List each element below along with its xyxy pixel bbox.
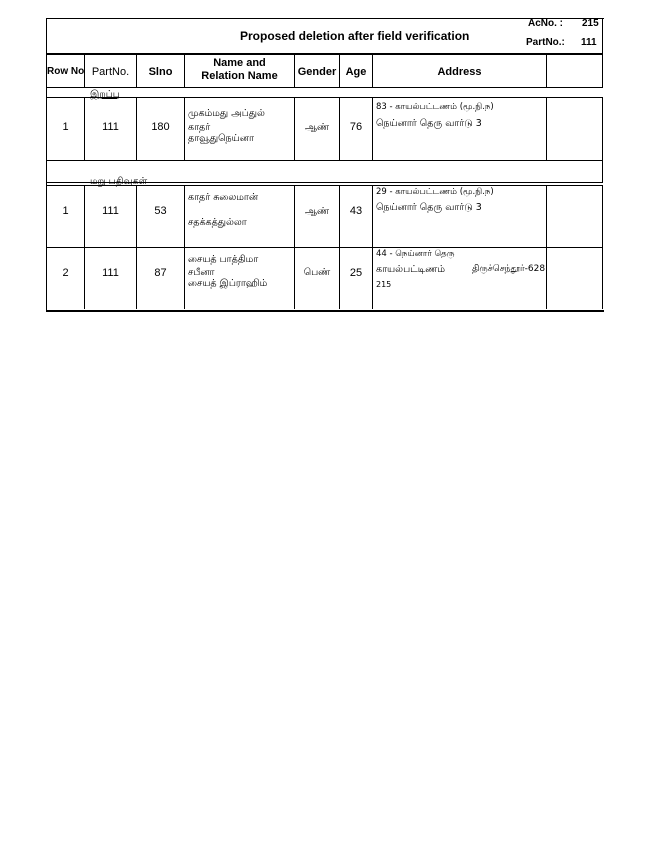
table-row-age: 76 [349, 121, 363, 133]
col-header-address: Address [437, 66, 482, 78]
col-header-age: Age [345, 66, 367, 78]
col-header-part-no: PartNo. [91, 66, 130, 78]
table-row-address-line4: 215 [376, 280, 392, 289]
table-row-cell-slno: 53 [154, 205, 167, 217]
col-sep-2-s2 [136, 185, 137, 309]
column-header-bottom [46, 87, 603, 88]
table-row-relation-name: தாவூதுநெய்னா [188, 133, 254, 144]
right-border-top [602, 18, 603, 88]
table-row-gender: ஆண் [304, 206, 330, 217]
table-row-name: காதர் சுலைமான் [188, 192, 259, 203]
acno-label: AcNo. : [528, 18, 563, 29]
table-row-name-cont: சபீனா [188, 267, 215, 278]
table-row-relation-name: சதக்கத்துல்லா [188, 217, 247, 228]
table-row-cell-row-no: 2 [62, 267, 69, 279]
table-row-address-line1: 83 - காயல்பட்டணம் (மூ.நி.ந) [376, 102, 494, 112]
right-border-mid [602, 160, 603, 183]
page-title: Proposed deletion after field verification [240, 29, 470, 43]
table-row-age: 43 [349, 205, 363, 217]
col-header-name-line2: Relation Name [201, 70, 278, 82]
table-row-cell-slno: 180 [151, 121, 170, 133]
table-row-address-line3: திருச்செந்தூர்-628 [472, 264, 546, 274]
table-row-cell-part-no: 111 [102, 267, 119, 279]
table-row-address-line2: நெய்னார் தெரு வார்டு 3 [376, 118, 482, 129]
table-row-cell-part-no: 111 [102, 205, 119, 217]
table-row-cell-slno: 87 [154, 267, 167, 279]
table-row-age: 25 [349, 267, 363, 279]
table-row-cell-row-no: 1 [62, 205, 69, 217]
col-sep-7-hdr [546, 54, 547, 88]
col-sep-6-s2 [372, 185, 373, 309]
section-label-deaths: இறப்பு [90, 89, 120, 100]
table-row-address-line2: காயல்பட்டிணம் [376, 264, 445, 275]
col-header-row-no: Row No [47, 66, 85, 77]
table-row-address-line2: நெய்னார் தெரு வார்டு 3 [376, 202, 482, 213]
table-row-relation-name: சையத் இப்ராஹிம் [188, 278, 268, 289]
col-sep-5-s2 [339, 185, 340, 309]
col-sep-6-s1 [372, 97, 373, 161]
col-sep-1-s2 [84, 185, 85, 309]
section1-label-bottom [46, 97, 603, 98]
table-row-cell-row-no: 1 [62, 121, 69, 133]
section2-row1-bottom [46, 247, 603, 248]
col-header-slno: Slno [148, 66, 173, 78]
table-row-address-line1: 44 - நெய்னார் தெரு [376, 249, 455, 259]
table-row-cell-part-no: 111 [102, 121, 119, 133]
section-label-re-registrations: மறு பதிவுகள் [90, 176, 148, 187]
col-sep-8-s2 [602, 185, 603, 309]
header-divider [46, 53, 603, 55]
col-header-name-line1: Name and [213, 57, 266, 69]
table-row-address-line1: 29 - காயல்பட்டணம் (மூ.நி.ந) [376, 187, 494, 197]
table-row-name: சையத் பாத்திமா [188, 254, 259, 265]
col-sep-8-s1 [602, 97, 603, 161]
partno-label: PartNo.: [526, 37, 565, 48]
section1-row-bottom [46, 160, 603, 161]
table-row-name: முகம்மது அப்துல் [188, 108, 265, 119]
partno-value: 111 [581, 37, 597, 48]
col-sep-7-s1 [546, 97, 547, 161]
col-sep-7-s2 [546, 185, 547, 309]
col-sep-4-s2 [294, 185, 295, 309]
table-row-name-cont: காதர் [188, 122, 211, 133]
acno-value: 215 [582, 18, 599, 29]
table-row-gender: ஆண் [304, 122, 330, 133]
col-sep-3-s1 [184, 97, 185, 161]
table-row-gender: பெண் [303, 267, 331, 278]
col-sep-3-s2 [184, 185, 185, 309]
col-header-gender: Gender [297, 66, 337, 78]
